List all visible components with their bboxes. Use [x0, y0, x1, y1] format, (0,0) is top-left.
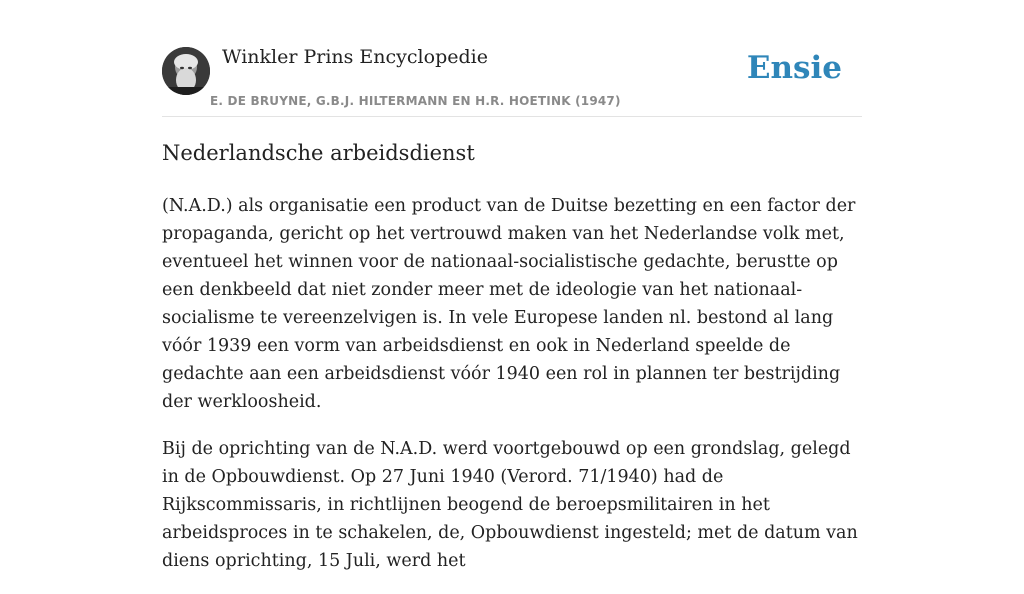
article-body: [162, 192, 862, 594]
article-paragraph: Bij de oprichting van de N.A.D. werd voortgebouwd op een grondslag, gelegd in de Opbouwdienst. Op 27 Juni 1940 (Verord. 71/1940) had de Rijkscommissaris, in richtlijnen beogend de beroepsmilitairen in het arbeidsproces in te schakelen, de, Opbouwdienst ingesteld; met de datum van diens oprichting, 15 Juli, werd het: [162, 439, 858, 571]
article-paragraph: (N.A.D.) als organisatie een product van de Duitse bezetting en een factor der propaganda, gericht op het vertrouwd maken van het Nederlandse volk met, eventueel het winnen voor de nationaal-socialistische gedachte, berustte op een denkbeeld dat niet zonder meer met de ideologie van het nationaal-socialisme te vereenzelvigen is. In vele Europese landen nl. bestond al lang vóór 1939 een vorm van arbeidsdienst en ook in Nederland speelde de gedachte aan een arbeidsdienst vóór 1940 een rol in plannen ter bestrijding der werkloosheid.: [162, 196, 856, 412]
page: [162, 0, 862, 165]
author-portrait: [162, 47, 210, 95]
source-authors: E. DE BRUYNE, G.B.J. HILTERMANN EN H.R. HOETINK (1947): [210, 94, 621, 108]
source-title[interactable]: Winkler Prins Encyclopedie: [222, 46, 488, 68]
source-header: [162, 0, 862, 117]
article-title: Nederlandsche arbeidsdienst: [162, 141, 475, 165]
ensie-logo[interactable]: Ensie: [746, 50, 842, 86]
